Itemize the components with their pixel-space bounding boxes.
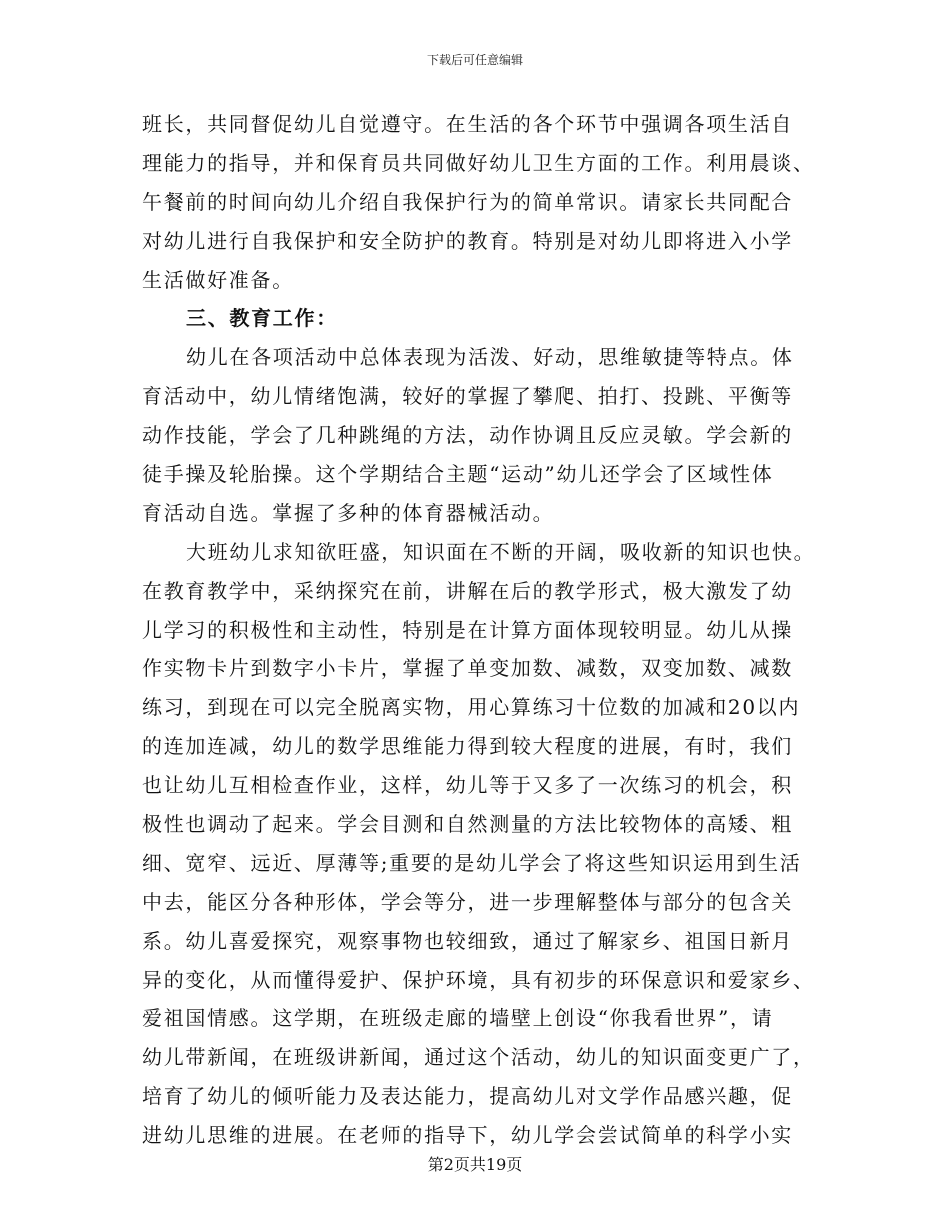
body-line-3: 午餐前的时间向幼儿介绍自我保护行为的简单常识。请家长共同配合 [142, 189, 793, 214]
body-line-18: 也让幼儿互相检查作业，这样，幼儿等于又多了一次练习的机会，积 [142, 773, 793, 798]
body-line-9: 动作技能，学会了几种跳绳的方法，动作协调且反应灵敏。学会新的 [142, 423, 793, 448]
body-line-24: 爱祖国情感。这学期，在班级走廊的墙壁上创设“你我看世界”，请 [142, 1006, 774, 1031]
body-line-23: 异的变化，从而懂得爱护、保护环境，具有初步的环保意识和爱家乡、 [142, 967, 815, 992]
body-line-13: 在教育教学中，采纳探究在前，讲解在后的教学形式，极大激发了幼 [142, 578, 793, 603]
body-line-27: 进幼儿思维的进展。在老师的指导下，幼儿学会尝试简单的科学小实 [142, 1123, 793, 1148]
body-line-1: 班长，共同督促幼儿自觉遵守。在生活的各个环节中强调各项生活自 [142, 112, 793, 136]
body-line-16: 练习，到现在可以完全脱离实物，用心算练习十位数的加减和20以内 [142, 695, 801, 720]
section-heading: 三、教育工作： [186, 306, 338, 331]
body-line-11: 育活动自选。掌握了多种的体育器械活动。 [142, 500, 555, 525]
body-line-21: 中去，能区分各种形体，学会等分，进一步理解整体与部分的包含关 [142, 889, 793, 914]
body-line-15: 作实物卡片到数字小卡片，掌握了单变加数、减数，双变加数、减数 [142, 656, 793, 681]
document-body [142, 105, 816, 1155]
body-line-22: 系。幼儿喜爱探究，观察事物也较细致，通过了解家乡、祖国日新月 [142, 928, 793, 953]
body-line-20: 细、宽窄、远近、厚薄等;重要的是幼儿学会了将这些知识运用到生活 [142, 850, 802, 875]
body-line-5: 生活做好准备。 [142, 267, 294, 292]
body-line-4: 对幼儿进行自我保护和安全防护的教育。特别是对幼儿即将进入小学 [142, 228, 793, 253]
body-line-14: 儿学习的积极性和主动性，特别是在计算方面体现较明显。幼儿从操 [142, 617, 793, 642]
body-line-10: 徒手操及轮胎操。这个学期结合主题“运动”幼儿还学会了区域性体 [142, 462, 774, 487]
page-footer: 第2页共19页 [427, 1155, 523, 1174]
body-line-26: 培育了幼儿的倾听能力及表达能力，提高幼儿对文学作品感兴趣，促 [142, 1084, 793, 1109]
body-line-19: 极性也调动了起来。学会目测和自然测量的方法比较物体的高矮、粗 [142, 812, 793, 837]
body-line-7: 幼儿在各项活动中总体表现为活泼、好动，思维敏捷等特点。体 [186, 345, 794, 370]
body-line-25: 幼儿带新闻，在班级讲新闻，通过这个活动，幼儿的知识面变更广了， [142, 1045, 815, 1070]
body-line-8: 育活动中，幼儿情绪饱满，较好的掌握了攀爬、拍打、投跳、平衡等 [142, 384, 793, 409]
body-line-17: 的连加连减，幼儿的数学思维能力得到较大程度的进展，有时，我们 [142, 734, 793, 759]
body-line-12: 大班幼儿求知欲旺盛，知识面在不断的开阔，吸收新的知识也快。 [186, 539, 816, 564]
page-header: 下载后可任意编辑 [426, 53, 523, 67]
body-line-2: 理能力的指导，并和保育员共同做好幼儿卫生方面的工作。利用晨谈、 [142, 150, 815, 175]
